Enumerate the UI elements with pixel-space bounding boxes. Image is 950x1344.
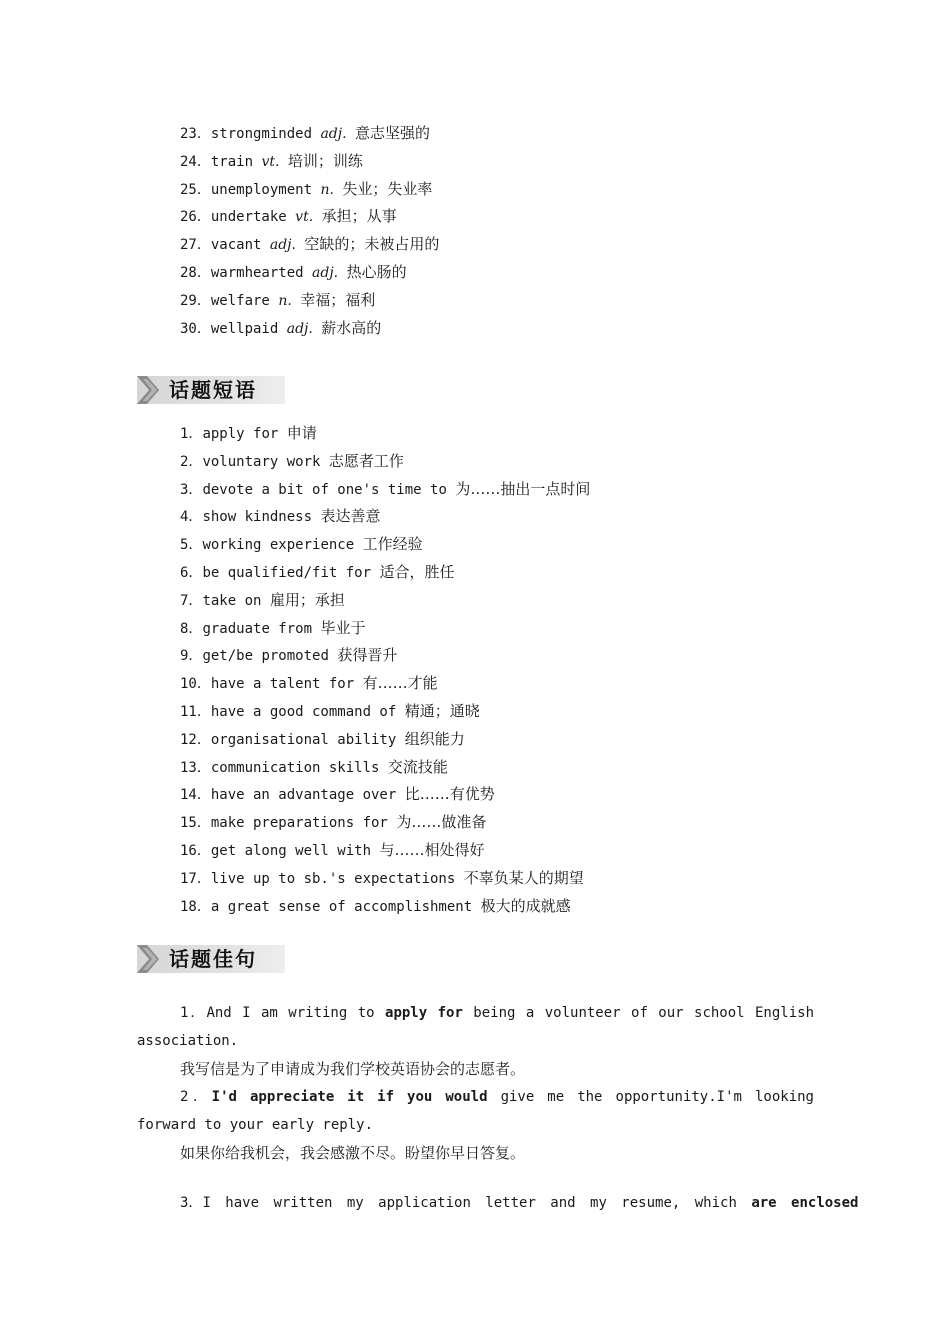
phrase-chinese: 适合，胜任 (379, 562, 455, 581)
vocab-item (180, 148, 439, 176)
vocab-meaning: 意志坚强的 (355, 124, 431, 142)
phrase-number: 3． (180, 481, 203, 498)
vocab-word: welfare (210, 292, 270, 309)
phrase-number: 4． (180, 509, 203, 526)
phrase-chinese: 有……才能 (362, 674, 438, 693)
sentence-keyword: are enclosed (751, 1195, 859, 1211)
phrase-item (180, 670, 590, 698)
phrase-english: get/be promoted (202, 648, 329, 665)
phrase-item (180, 754, 590, 782)
phrase-number: 14． (180, 787, 211, 804)
vocab-number: 24． (180, 153, 211, 170)
phrase-english: get along well with (210, 842, 372, 859)
phrase-chinese: 毕业于 (320, 618, 366, 637)
phrase-number: 11． (180, 703, 211, 720)
phrase-english: have an advantage over (210, 787, 397, 804)
phrase-item (180, 503, 590, 531)
vocab-pos: vt. (295, 209, 314, 226)
phrase-number: 8． (180, 620, 203, 637)
phrase-chinese: 极大的成就感 (480, 896, 571, 915)
vocab-word: strongminded (210, 126, 313, 142)
phrase-english: a great sense of accomplishment (210, 898, 473, 915)
sentence-2-chinese: 如果你给我机会，我会感激不尽。盼望你早日答复。 (180, 1144, 526, 1162)
vocab-word: wellpaid (210, 320, 279, 337)
phrase-number: 18． (180, 898, 211, 915)
phrase-number: 9． (180, 648, 203, 665)
phrase-chinese: 与……相处得好 (379, 840, 485, 859)
vocab-meaning: 空缺的；未被占用的 (304, 235, 440, 254)
vocab-item (180, 120, 439, 148)
phrase-chinese: 为……做准备 (396, 813, 487, 832)
phrase-english: voluntary work (202, 453, 321, 470)
phrase-item (180, 865, 590, 893)
sentence-text: being a volunteer of our school English association. (137, 1005, 815, 1049)
phrase-item (180, 531, 590, 559)
vocab-pos: n. (320, 181, 334, 198)
phrase-english: be qualified/fit for (202, 564, 372, 581)
vocab-word: warmhearted (210, 264, 304, 281)
vocab-pos: adj. (286, 320, 313, 337)
chevron-arrow-icon (137, 376, 163, 404)
vocab-item (180, 176, 439, 204)
phrase-english: show kindness (202, 509, 313, 526)
phrase-item (180, 448, 590, 476)
vocab-number: 23． (180, 126, 211, 142)
sentence-1-chinese: 我写信是为了申请成为我们学校英语协会的志愿者。 (180, 1060, 526, 1078)
sentence-number: 3． (180, 1195, 203, 1211)
vocab-word: vacant (210, 237, 262, 254)
phrase-chinese: 表达善意 (320, 507, 381, 526)
section-header-phrases (137, 376, 285, 404)
phrase-item (180, 559, 590, 587)
phrase-item (180, 726, 590, 754)
phrase-chinese: 志愿者工作 (328, 451, 404, 470)
vocab-meaning: 失业；失业率 (342, 179, 433, 198)
vocab-pos: n. (278, 292, 292, 309)
phrase-item (180, 809, 590, 837)
sentence-3-english (137, 1189, 859, 1217)
phrase-number: 13． (180, 759, 211, 776)
phrase-number: 7． (180, 592, 203, 609)
phrase-chinese: 获得晋升 (337, 646, 398, 665)
vocab-meaning: 薪水高的 (321, 318, 382, 337)
vocab-item (180, 203, 439, 231)
sentence-2-english (137, 1083, 814, 1139)
vocab-number: 25． (180, 181, 211, 198)
phrase-item (180, 615, 590, 643)
vocab-meaning: 幸福；福利 (300, 290, 376, 309)
chevron-arrow-icon (137, 945, 163, 973)
vocab-pos: adj. (312, 264, 339, 281)
phrase-english: apply for (202, 426, 279, 442)
sentence-text: give me the opportunity.I'm looking forward to your early reply. (137, 1089, 814, 1133)
phrase-number: 6． (180, 564, 203, 581)
phrase-number: 12． (180, 731, 211, 748)
phrase-chinese: 交流技能 (387, 757, 448, 776)
phrase-item (180, 420, 590, 448)
phrase-item (180, 587, 590, 615)
sentence-text: And I am writing to (206, 1005, 386, 1021)
phrase-item (180, 642, 590, 670)
vocab-item (180, 287, 439, 315)
vocab-word: train (210, 153, 254, 170)
phrase-chinese: 申请 (286, 424, 317, 442)
phrase-english: organisational ability (210, 731, 397, 748)
vocab-pos: adj. (320, 126, 347, 142)
phrase-english: working experience (202, 537, 355, 554)
phrase-item (180, 476, 590, 504)
section-header-sentences (137, 945, 285, 973)
phrase-number: 2． (180, 453, 203, 470)
phrase-item (180, 837, 590, 865)
vocab-item (180, 259, 439, 287)
phrase-chinese: 工作经验 (362, 535, 423, 554)
sentence-number: 1． (180, 1005, 207, 1021)
sentence-keyword: apply for (385, 1005, 463, 1021)
phrase-english: live up to sb.'s expectations (210, 870, 456, 887)
phrase-number: 1． (180, 426, 203, 442)
phrase-chinese: 精通；通晓 (404, 701, 480, 720)
sentence-list (137, 999, 859, 1217)
phrase-chinese: 雇用；承担 (269, 590, 345, 609)
vocab-item (180, 315, 439, 343)
phrase-english: communication skills (210, 759, 380, 776)
phrase-english: make preparations for (210, 815, 388, 832)
phrase-english: take on (202, 592, 262, 609)
sentence-number: 2． (180, 1089, 212, 1105)
sentence-keyword: I'd appreciate it if you would (211, 1089, 488, 1105)
phrase-chinese: 组织能力 (404, 729, 465, 748)
phrase-number: 17． (180, 870, 211, 887)
vocab-number: 27． (180, 237, 211, 254)
phrase-number: 15． (180, 815, 211, 832)
phrase-chinese: 不辜负某人的期望 (463, 868, 584, 887)
vocab-number: 30． (180, 320, 211, 337)
phrase-number: 10． (180, 676, 211, 693)
vocab-word: unemployment (210, 181, 313, 198)
spacer (137, 1167, 814, 1189)
phrase-list (180, 420, 590, 920)
vocab-meaning: 热心肠的 (346, 262, 407, 281)
vocab-list (180, 120, 439, 342)
phrase-chinese: 为……抽出一点时间 (455, 479, 591, 498)
phrase-chinese: 比……有优势 (404, 785, 495, 804)
vocab-number: 26． (180, 209, 211, 226)
vocab-pos: adj. (269, 237, 296, 254)
section-title: 话题佳句 (169, 947, 257, 971)
sentence-1-english (137, 999, 814, 1055)
phrase-english: graduate from (202, 620, 313, 637)
vocab-number: 29． (180, 292, 211, 309)
phrase-item (180, 893, 590, 921)
phrase-number: 16． (180, 842, 211, 859)
phrase-number: 5． (180, 537, 203, 554)
vocab-item (180, 231, 439, 259)
phrase-english: have a good command of (210, 703, 397, 720)
sentence-text: I have written my application letter and my resume, which (202, 1195, 752, 1211)
vocab-meaning: 承担；从事 (321, 207, 397, 226)
section-title: 话题短语 (169, 378, 257, 402)
vocab-word: undertake (210, 209, 287, 226)
phrase-english: have a talent for (210, 676, 355, 693)
phrase-item (180, 781, 590, 809)
phrase-english: devote a bit of one's time to (202, 481, 447, 498)
vocab-meaning: 培训；训练 (287, 151, 363, 170)
vocab-number: 28． (180, 264, 211, 281)
phrase-item (180, 698, 590, 726)
vocab-pos: vt. (261, 153, 280, 170)
